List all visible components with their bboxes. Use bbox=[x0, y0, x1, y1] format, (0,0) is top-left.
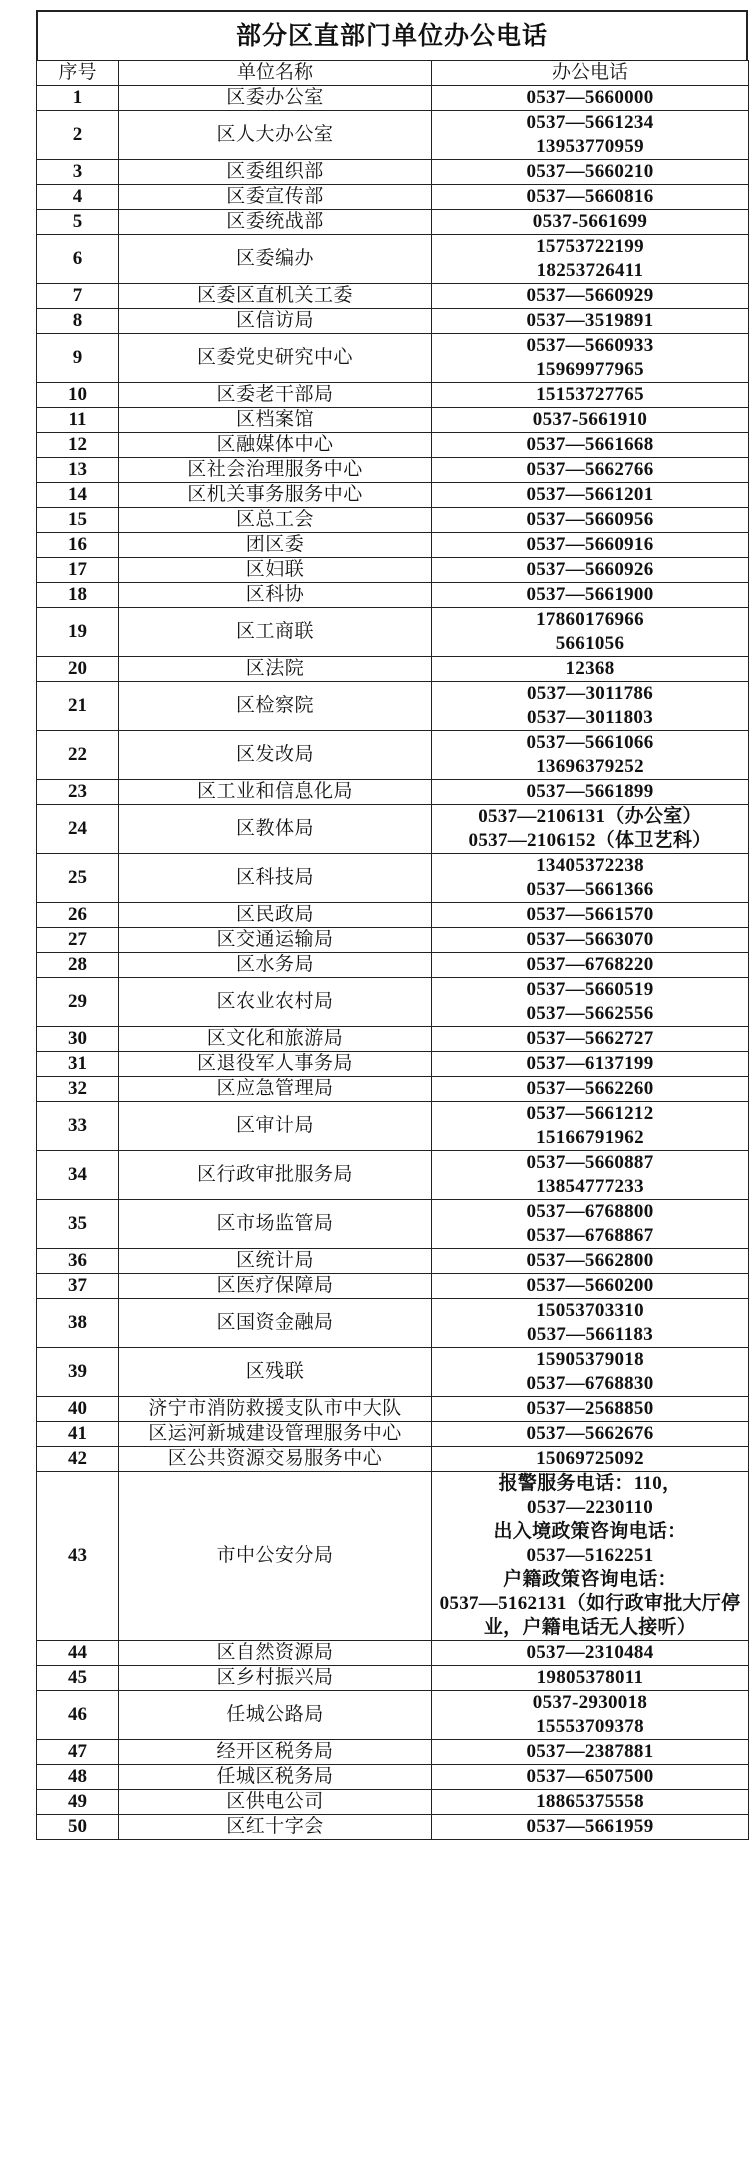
phone-line: 0537—5662766 bbox=[526, 459, 654, 480]
table-row bbox=[37, 1299, 749, 1348]
unit-name: 区社会治理服务中心 bbox=[119, 458, 432, 483]
row-number: 22 bbox=[37, 731, 119, 780]
phone-line: 15969977965 bbox=[536, 359, 644, 380]
phone-line: 0537—2310484 bbox=[526, 1642, 654, 1663]
unit-name: 区退役军人事务局 bbox=[119, 1052, 432, 1077]
office-phone-cell bbox=[432, 1740, 749, 1765]
unit-name: 区乡村振兴局 bbox=[119, 1666, 432, 1691]
table-row bbox=[37, 1740, 749, 1765]
unit-name: 区医疗保障局 bbox=[119, 1274, 432, 1299]
unit-name: 区交通运输局 bbox=[119, 928, 432, 953]
phone-line: 13405372238 bbox=[536, 855, 644, 876]
table-row bbox=[37, 458, 749, 483]
row-number: 27 bbox=[37, 928, 119, 953]
phone-line: 15553709378 bbox=[536, 1716, 644, 1737]
office-phone-cell bbox=[432, 1790, 749, 1815]
phone-line: 0537—5660916 bbox=[526, 534, 654, 555]
office-phone-cell bbox=[432, 1422, 749, 1447]
directory-table bbox=[36, 60, 749, 1840]
phone-line: 0537—5661212 bbox=[526, 1103, 654, 1124]
office-phone-cell bbox=[432, 1472, 749, 1641]
table-row bbox=[37, 805, 749, 854]
unit-name: 区融媒体中心 bbox=[119, 433, 432, 458]
office-phone-cell bbox=[432, 608, 749, 657]
office-phone-cell bbox=[432, 978, 749, 1027]
table-row bbox=[37, 508, 749, 533]
phone-line: 0537—6137199 bbox=[526, 1053, 654, 1074]
table-row bbox=[37, 160, 749, 185]
row-number: 14 bbox=[37, 483, 119, 508]
phone-line: 0537—5661570 bbox=[526, 904, 654, 925]
phone-line: 0537-5661910 bbox=[532, 409, 648, 430]
row-number: 36 bbox=[37, 1249, 119, 1274]
office-phone-cell bbox=[432, 1102, 749, 1151]
row-number: 29 bbox=[37, 978, 119, 1027]
unit-name: 区残联 bbox=[119, 1348, 432, 1397]
row-number: 23 bbox=[37, 780, 119, 805]
table-row bbox=[37, 433, 749, 458]
phone-line: 15753722199 bbox=[536, 236, 644, 257]
unit-name: 区人大办公室 bbox=[119, 111, 432, 160]
phone-line: 13953770959 bbox=[536, 136, 644, 157]
phone-line: 19805378011 bbox=[536, 1667, 644, 1688]
phone-line: 0537-5661699 bbox=[532, 211, 648, 232]
row-number: 11 bbox=[37, 408, 119, 433]
unit-name: 市中公安分局 bbox=[119, 1472, 432, 1641]
office-phone-cell bbox=[432, 558, 749, 583]
phone-line: 0537—5660933 bbox=[526, 335, 654, 356]
office-phone-cell bbox=[432, 185, 749, 210]
unit-name: 经开区税务局 bbox=[119, 1740, 432, 1765]
unit-name: 区委统战部 bbox=[119, 210, 432, 235]
office-phone-cell bbox=[432, 928, 749, 953]
phone-line: 0537—5660887 bbox=[526, 1152, 654, 1173]
phone-line: 0537—5162251 bbox=[526, 1545, 654, 1566]
office-phone-cell bbox=[432, 408, 749, 433]
row-number: 1 bbox=[37, 86, 119, 111]
row-number: 25 bbox=[37, 854, 119, 903]
row-number: 33 bbox=[37, 1102, 119, 1151]
table-row bbox=[37, 86, 749, 111]
phone-line: 0537—5662556 bbox=[526, 1003, 654, 1024]
table-row bbox=[37, 1641, 749, 1666]
office-phone-cell bbox=[432, 1027, 749, 1052]
unit-name: 区行政审批服务局 bbox=[119, 1151, 432, 1200]
page-title: 部分区直部门单位办公电话 bbox=[36, 10, 748, 60]
table-row bbox=[37, 185, 749, 210]
office-phone-cell bbox=[432, 1641, 749, 1666]
unit-name: 区应急管理局 bbox=[119, 1077, 432, 1102]
unit-name: 区运河新城建设管理服务中心 bbox=[119, 1422, 432, 1447]
phone-line: 0537—5660956 bbox=[526, 509, 654, 530]
phone-line: 0537—2387881 bbox=[526, 1741, 654, 1762]
row-number: 42 bbox=[37, 1447, 119, 1472]
row-number: 37 bbox=[37, 1274, 119, 1299]
row-number: 19 bbox=[37, 608, 119, 657]
phone-line: 0537—5661066 bbox=[526, 732, 654, 753]
table-row bbox=[37, 408, 749, 433]
unit-name: 区科技局 bbox=[119, 854, 432, 903]
phone-line: 0537—6768220 bbox=[526, 954, 654, 975]
table-row bbox=[37, 1102, 749, 1151]
phone-line: 0537—3519891 bbox=[526, 310, 654, 331]
row-number: 12 bbox=[37, 433, 119, 458]
table-row bbox=[37, 780, 749, 805]
phone-line: 0537—6768830 bbox=[526, 1373, 654, 1394]
unit-name: 任城公路局 bbox=[119, 1691, 432, 1740]
unit-name: 区委办公室 bbox=[119, 86, 432, 111]
row-number: 16 bbox=[37, 533, 119, 558]
phone-line: 0537—5660929 bbox=[526, 285, 654, 306]
phone-line: 0537—5661668 bbox=[526, 434, 654, 455]
office-phone-cell bbox=[432, 508, 749, 533]
office-phone-cell bbox=[432, 805, 749, 854]
table-row bbox=[37, 309, 749, 334]
office-phone-cell bbox=[432, 583, 749, 608]
table-row bbox=[37, 731, 749, 780]
row-number: 38 bbox=[37, 1299, 119, 1348]
row-number: 49 bbox=[37, 1790, 119, 1815]
row-number: 47 bbox=[37, 1740, 119, 1765]
phone-line: 17860176966 bbox=[536, 609, 644, 630]
phone-line: 15166791962 bbox=[536, 1127, 644, 1148]
row-number: 3 bbox=[37, 160, 119, 185]
office-phone-cell bbox=[432, 284, 749, 309]
table-row bbox=[37, 1666, 749, 1691]
row-number: 45 bbox=[37, 1666, 119, 1691]
unit-name: 区信访局 bbox=[119, 309, 432, 334]
office-phone-cell bbox=[432, 1397, 749, 1422]
phone-line: 出入境政策咨询电话： bbox=[493, 1521, 687, 1542]
phone-line: 0537—5660200 bbox=[526, 1275, 654, 1296]
phone-line: 0537-2930018 bbox=[532, 1692, 648, 1713]
office-phone-cell bbox=[432, 1200, 749, 1249]
unit-name: 区统计局 bbox=[119, 1249, 432, 1274]
unit-name: 区工商联 bbox=[119, 608, 432, 657]
row-number: 18 bbox=[37, 583, 119, 608]
phone-line: 0537—5661234 bbox=[526, 112, 654, 133]
row-number: 28 bbox=[37, 953, 119, 978]
phone-line: 0537—5660926 bbox=[526, 559, 654, 580]
table-row bbox=[37, 854, 749, 903]
unit-name: 区教体局 bbox=[119, 805, 432, 854]
phone-line: 0537—5162131（如行政审批大厅停业，户籍电话无人接听） bbox=[439, 1593, 741, 1638]
table-row bbox=[37, 1765, 749, 1790]
header-no: 序号 bbox=[37, 61, 119, 86]
table-row bbox=[37, 1691, 749, 1740]
table-row bbox=[37, 284, 749, 309]
phone-line: 0537—6768800 bbox=[526, 1201, 654, 1222]
row-number: 41 bbox=[37, 1422, 119, 1447]
table-row bbox=[37, 608, 749, 657]
table-header-row bbox=[37, 61, 749, 86]
unit-name: 济宁市消防救援支队市中大队 bbox=[119, 1397, 432, 1422]
phone-line: 0537—5661201 bbox=[526, 484, 654, 505]
phone-line: 0537—5662800 bbox=[526, 1250, 654, 1271]
table-row bbox=[37, 583, 749, 608]
row-number: 48 bbox=[37, 1765, 119, 1790]
phone-line: 0537—5660519 bbox=[526, 979, 654, 1000]
row-number: 44 bbox=[37, 1641, 119, 1666]
table-row bbox=[37, 235, 749, 284]
unit-name: 区法院 bbox=[119, 657, 432, 682]
phone-line: 18865375558 bbox=[536, 1791, 644, 1812]
office-phone-cell bbox=[432, 780, 749, 805]
unit-name: 区公共资源交易服务中心 bbox=[119, 1447, 432, 1472]
office-phone-cell bbox=[432, 210, 749, 235]
phone-line: 15905379018 bbox=[536, 1349, 644, 1370]
row-number: 39 bbox=[37, 1348, 119, 1397]
phone-line: 0537—5662260 bbox=[526, 1078, 654, 1099]
unit-name: 区民政局 bbox=[119, 903, 432, 928]
table-row bbox=[37, 558, 749, 583]
office-phone-cell bbox=[432, 1249, 749, 1274]
table-row bbox=[37, 1274, 749, 1299]
table-row bbox=[37, 334, 749, 383]
unit-name: 任城区税务局 bbox=[119, 1765, 432, 1790]
phone-line: 15069725092 bbox=[536, 1448, 644, 1469]
phone-line: 5661056 bbox=[555, 633, 625, 654]
phone-line: 0537—5661900 bbox=[526, 584, 654, 605]
unit-name: 区红十字会 bbox=[119, 1815, 432, 1840]
row-number: 9 bbox=[37, 334, 119, 383]
row-number: 31 bbox=[37, 1052, 119, 1077]
row-number: 15 bbox=[37, 508, 119, 533]
phone-line: 0537—5660210 bbox=[526, 161, 654, 182]
phone-line: 0537—5661899 bbox=[526, 781, 654, 802]
unit-name: 区机关事务服务中心 bbox=[119, 483, 432, 508]
table-row bbox=[37, 1052, 749, 1077]
phone-line: 报警服务电话：110， bbox=[498, 1473, 682, 1494]
unit-name: 区委区直机关工委 bbox=[119, 284, 432, 309]
phone-line: 户籍政策咨询电话： bbox=[503, 1569, 677, 1590]
row-number: 34 bbox=[37, 1151, 119, 1200]
office-phone-cell bbox=[432, 953, 749, 978]
phone-line: 18253726411 bbox=[536, 260, 644, 281]
row-number: 26 bbox=[37, 903, 119, 928]
table-row bbox=[37, 1472, 749, 1641]
unit-name: 区自然资源局 bbox=[119, 1641, 432, 1666]
office-phone-cell bbox=[432, 160, 749, 185]
phone-line: 0537—5662727 bbox=[526, 1028, 654, 1049]
phone-line: 13854777233 bbox=[536, 1176, 644, 1197]
office-phone-cell bbox=[432, 731, 749, 780]
office-phone-cell bbox=[432, 458, 749, 483]
phone-line: 15053703310 bbox=[536, 1300, 644, 1321]
row-number: 32 bbox=[37, 1077, 119, 1102]
phone-line: 0537—6507500 bbox=[526, 1766, 654, 1787]
phone-line: 15153727765 bbox=[536, 384, 644, 405]
office-phone-cell bbox=[432, 1765, 749, 1790]
row-number: 40 bbox=[37, 1397, 119, 1422]
row-number: 8 bbox=[37, 309, 119, 334]
unit-name: 区档案馆 bbox=[119, 408, 432, 433]
table-body bbox=[37, 86, 749, 1840]
row-number: 13 bbox=[37, 458, 119, 483]
unit-name: 区供电公司 bbox=[119, 1790, 432, 1815]
phone-line: 12368 bbox=[565, 658, 615, 679]
office-phone-cell bbox=[432, 1815, 749, 1840]
phone-line: 0537—3011786 bbox=[526, 683, 654, 704]
office-phone-cell bbox=[432, 1052, 749, 1077]
office-phone-cell bbox=[432, 309, 749, 334]
row-number: 35 bbox=[37, 1200, 119, 1249]
table-row bbox=[37, 657, 749, 682]
row-number: 10 bbox=[37, 383, 119, 408]
table-row bbox=[37, 978, 749, 1027]
table-row bbox=[37, 1200, 749, 1249]
office-phone-cell bbox=[432, 854, 749, 903]
office-phone-cell bbox=[432, 682, 749, 731]
phone-line: 0537—2568850 bbox=[526, 1398, 654, 1419]
row-number: 17 bbox=[37, 558, 119, 583]
unit-name: 区市场监管局 bbox=[119, 1200, 432, 1249]
phone-line: 0537—2106152（体卫艺科） bbox=[468, 830, 712, 851]
unit-name: 区委老干部局 bbox=[119, 383, 432, 408]
unit-name: 区妇联 bbox=[119, 558, 432, 583]
row-number: 30 bbox=[37, 1027, 119, 1052]
table-row bbox=[37, 111, 749, 160]
office-phone-cell bbox=[432, 1447, 749, 1472]
phone-line: 0537—5661366 bbox=[526, 879, 654, 900]
office-phone-cell bbox=[432, 533, 749, 558]
office-phone-cell bbox=[432, 1666, 749, 1691]
row-number: 5 bbox=[37, 210, 119, 235]
table-row bbox=[37, 1348, 749, 1397]
unit-name: 区委编办 bbox=[119, 235, 432, 284]
phone-line: 0537—5662676 bbox=[526, 1423, 654, 1444]
unit-name: 区总工会 bbox=[119, 508, 432, 533]
table-row bbox=[37, 533, 749, 558]
row-number: 24 bbox=[37, 805, 119, 854]
row-number: 50 bbox=[37, 1815, 119, 1840]
office-phone-cell bbox=[432, 1691, 749, 1740]
phone-directory-sheet bbox=[36, 10, 748, 1840]
office-phone-cell bbox=[432, 433, 749, 458]
unit-name: 区委组织部 bbox=[119, 160, 432, 185]
unit-name: 区科协 bbox=[119, 583, 432, 608]
row-number: 7 bbox=[37, 284, 119, 309]
table-row bbox=[37, 928, 749, 953]
table-row bbox=[37, 1249, 749, 1274]
office-phone-cell bbox=[432, 657, 749, 682]
phone-line: 0537—2230110 bbox=[526, 1497, 654, 1518]
unit-name: 区国资金融局 bbox=[119, 1299, 432, 1348]
phone-line: 0537—2106131（办公室） bbox=[478, 806, 702, 827]
office-phone-cell bbox=[432, 1151, 749, 1200]
phone-line: 0537—5660000 bbox=[526, 87, 654, 108]
office-phone-cell bbox=[432, 1274, 749, 1299]
unit-name: 区发改局 bbox=[119, 731, 432, 780]
table-row bbox=[37, 903, 749, 928]
row-number: 6 bbox=[37, 235, 119, 284]
row-number: 4 bbox=[37, 185, 119, 210]
unit-name: 区审计局 bbox=[119, 1102, 432, 1151]
phone-line: 0537—5660816 bbox=[526, 186, 654, 207]
table-row bbox=[37, 483, 749, 508]
table-row bbox=[37, 682, 749, 731]
table-row bbox=[37, 1447, 749, 1472]
row-number: 2 bbox=[37, 111, 119, 160]
office-phone-cell bbox=[432, 111, 749, 160]
office-phone-cell bbox=[432, 1348, 749, 1397]
unit-name: 区检察院 bbox=[119, 682, 432, 731]
table-row bbox=[37, 1790, 749, 1815]
office-phone-cell bbox=[432, 903, 749, 928]
table-row bbox=[37, 1027, 749, 1052]
phone-line: 0537—6768867 bbox=[526, 1225, 654, 1246]
unit-name: 区农业农村局 bbox=[119, 978, 432, 1027]
row-number: 43 bbox=[37, 1472, 119, 1641]
phone-line: 0537—3011803 bbox=[526, 707, 654, 728]
unit-name: 区委宣传部 bbox=[119, 185, 432, 210]
unit-name: 区文化和旅游局 bbox=[119, 1027, 432, 1052]
row-number: 20 bbox=[37, 657, 119, 682]
unit-name: 区委党史研究中心 bbox=[119, 334, 432, 383]
table-row bbox=[37, 383, 749, 408]
phone-line: 13696379252 bbox=[536, 756, 644, 777]
row-number: 46 bbox=[37, 1691, 119, 1740]
unit-name: 团区委 bbox=[119, 533, 432, 558]
phone-line: 0537—5663070 bbox=[526, 929, 654, 950]
office-phone-cell bbox=[432, 1299, 749, 1348]
phone-line: 0537—5661183 bbox=[526, 1324, 654, 1345]
unit-name: 区工业和信息化局 bbox=[119, 780, 432, 805]
table-row bbox=[37, 1422, 749, 1447]
office-phone-cell bbox=[432, 383, 749, 408]
unit-name: 区水务局 bbox=[119, 953, 432, 978]
table-row bbox=[37, 210, 749, 235]
table-row bbox=[37, 1077, 749, 1102]
office-phone-cell bbox=[432, 483, 749, 508]
office-phone-cell bbox=[432, 235, 749, 284]
table-row bbox=[37, 1151, 749, 1200]
table-row bbox=[37, 1397, 749, 1422]
office-phone-cell bbox=[432, 86, 749, 111]
row-number: 21 bbox=[37, 682, 119, 731]
header-name: 单位名称 bbox=[119, 61, 432, 86]
office-phone-cell bbox=[432, 334, 749, 383]
office-phone-cell bbox=[432, 1077, 749, 1102]
header-phone: 办公电话 bbox=[432, 61, 749, 86]
phone-line: 0537—5661959 bbox=[526, 1816, 654, 1837]
table-row bbox=[37, 1815, 749, 1840]
table-row bbox=[37, 953, 749, 978]
